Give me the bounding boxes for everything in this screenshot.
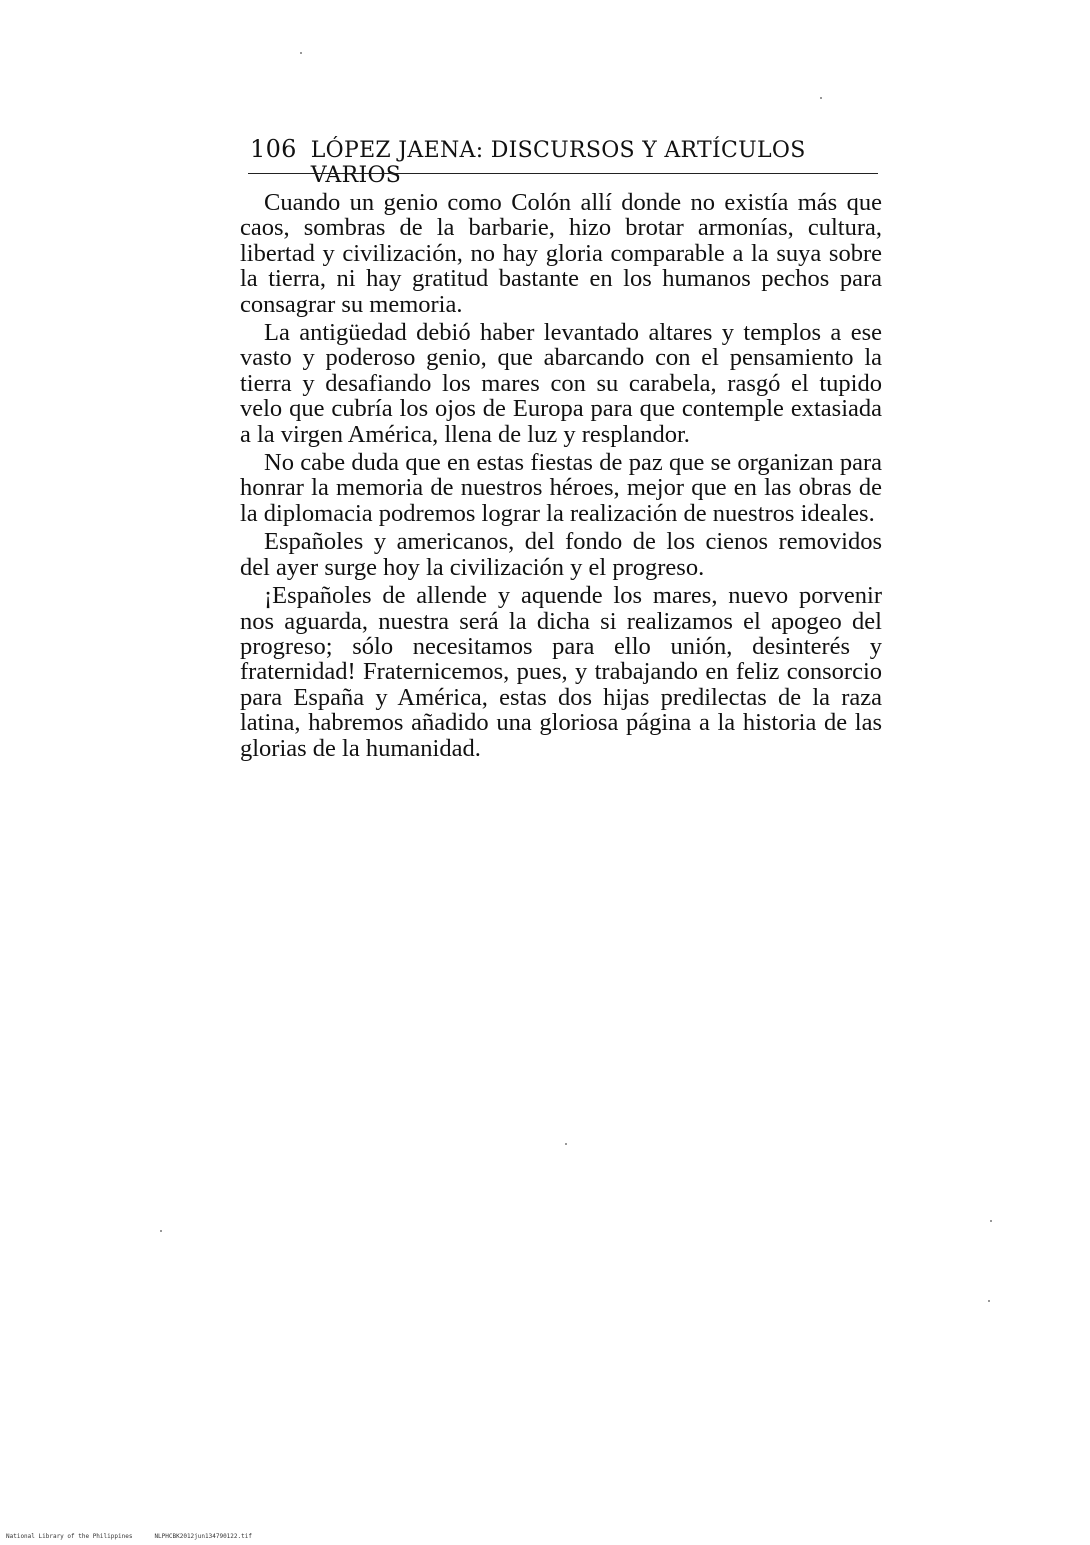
- scan-speck: [820, 97, 822, 99]
- paragraph: Españoles y americanos, del fondo de los cienos removidos del ayer surge hoy la civilización y el progreso.: [240, 528, 882, 581]
- paragraph: La antigüedad debió haber levantado altares y templos a ese vasto y poderoso genio, que abarcando con el pensamiento la tierra y desafiando los mares con su carabela, rasgó el tupido velo que cubría los ojos de Europa para que contemple extasiada a la virgen América, llena de luz y resplandor.: [240, 319, 882, 448]
- running-head: [250, 135, 850, 188]
- library-credit: National Library of the Philippines: [6, 1533, 133, 1540]
- header-rule: [248, 173, 878, 174]
- file-identifier: NLPHCBK2012jun134790122.tif: [154, 1533, 252, 1540]
- scan-speck: [990, 1220, 992, 1222]
- page-number: 106: [250, 135, 297, 163]
- paragraph: ¡Españoles de allende y aquende los mares, nuevo porvenir nos aguarda, nuestra será la dicha si realizamos el apogeo del progreso; sólo necesitamos para ello unión, desinterés y fraternidad! Fraternicemos, pues, y trabajando en feliz consorcio para España y América, estas dos hijas predilectas de la raza latina, habremos añadido una gloriosa página a la historia de las glorias de la humanidad.: [240, 582, 882, 762]
- scan-speck: [565, 1143, 567, 1145]
- scan-footer: [6, 1533, 252, 1540]
- body-text: [240, 190, 882, 764]
- scan-speck: [300, 52, 302, 54]
- paragraph: Cuando un genio como Colón allí donde no existía más que caos, sombras de la barbarie, hizo brotar armonías, cultura, libertad y civilización, no hay gloria comparable a la suya sobre la tierra, ni hay gratitud bastante en los humanos pechos para consagrar su memoria.: [240, 189, 882, 318]
- scan-speck: [160, 1230, 162, 1232]
- paragraph: No cabe duda que en estas fiestas de paz que se organizan para honrar la memoria de nuestros héroes, mejor que en las obras de la diplomacia podremos lograr la realización de nuestros ideales.: [240, 449, 882, 527]
- running-title: LÓPEZ JAENA: DISCURSOS Y ARTÍCULOS VARIOS: [310, 138, 806, 188]
- scan-speck: [988, 1300, 990, 1302]
